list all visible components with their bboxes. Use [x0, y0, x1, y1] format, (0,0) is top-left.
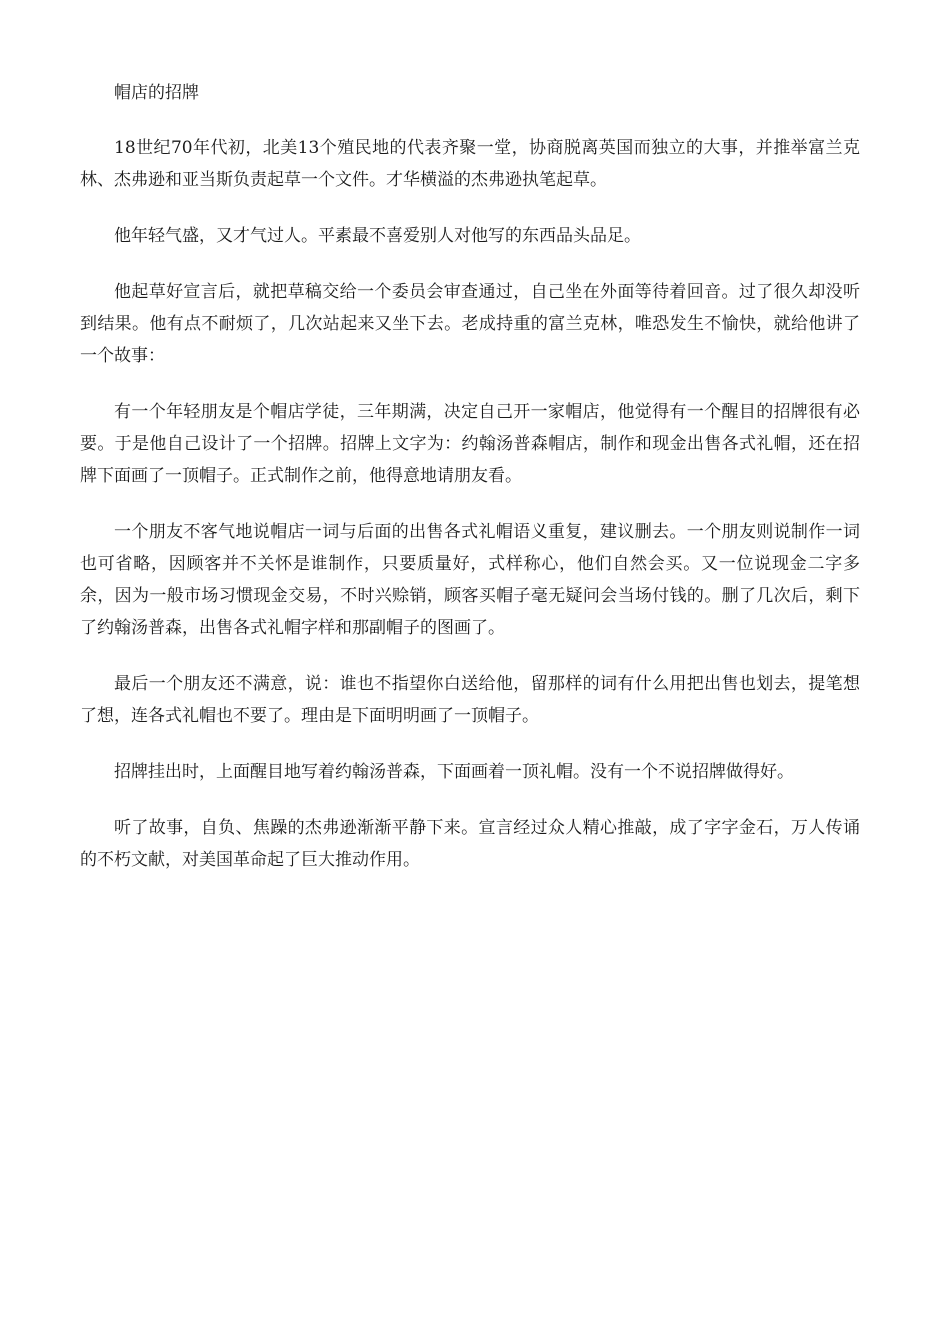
article-body — [80, 80, 860, 900]
paragraph-5: 一个朋友不客气地说帽店一词与后面的出售各式礼帽语义重复，建议删去。一个朋友则说制作一词也可省略，因顾客并不关怀是谁制作，只要质量好，式样称心，他们自然会买。又一位说现金二字多余，因为一般市场习惯现金交易，不时兴赊销，顾客买帽子毫无疑问会当场付钱的。删了几次后，剩下了约翰汤普森，出售各式礼帽字样和那副帽子的图画了。 — [80, 522, 860, 638]
paragraph-1: 18世纪70年代初，北美13个殖民地的代表齐聚一堂，协商脱离英国而独立的大事，并推举富兰克林、杰弗逊和亚当斯负责起草一个文件。才华横溢的杰弗逊执笔起草。 — [80, 138, 860, 190]
article-title: 帽店的招牌 — [114, 83, 199, 103]
paragraph-8: 听了故事，自负、焦躁的杰弗逊渐渐平静下来。宣言经过众人精心推敲，成了字字金石，万人传诵的不朽文献，对美国革命起了巨大推动作用。 — [80, 818, 860, 870]
paragraph-3: 他起草好宣言后，就把草稿交给一个委员会审查通过，自己坐在外面等待着回音。过了很久却没听到结果。他有点不耐烦了，几次站起来又坐下去。老成持重的富兰克林，唯恐发生不愉快，就给他讲了一个故事： — [80, 282, 860, 366]
paragraph-7: 招牌挂出时，上面醒目地写着约翰汤普森，下面画着一顶礼帽。没有一个不说招牌做得好。 — [114, 762, 794, 782]
paragraph-6: 最后一个朋友还不满意，说：谁也不指望你白送给他，留那样的词有什么用把出售也划去，提笔想了想，连各式礼帽也不要了。理由是下面明明画了一顶帽子。 — [80, 674, 860, 726]
paragraph-4: 有一个年轻朋友是个帽店学徒，三年期满，决定自己开一家帽店，他觉得有一个醒目的招牌很有必要。于是他自己设计了一个招牌。招牌上文字为：约翰汤普森帽店，制作和现金出售各式礼帽，还在招牌下面画了一顶帽子。正式制作之前，他得意地请朋友看。 — [80, 402, 860, 486]
paragraph-2: 他年轻气盛，又才气过人。平素最不喜爱别人对他写的东西品头品足。 — [114, 226, 641, 246]
